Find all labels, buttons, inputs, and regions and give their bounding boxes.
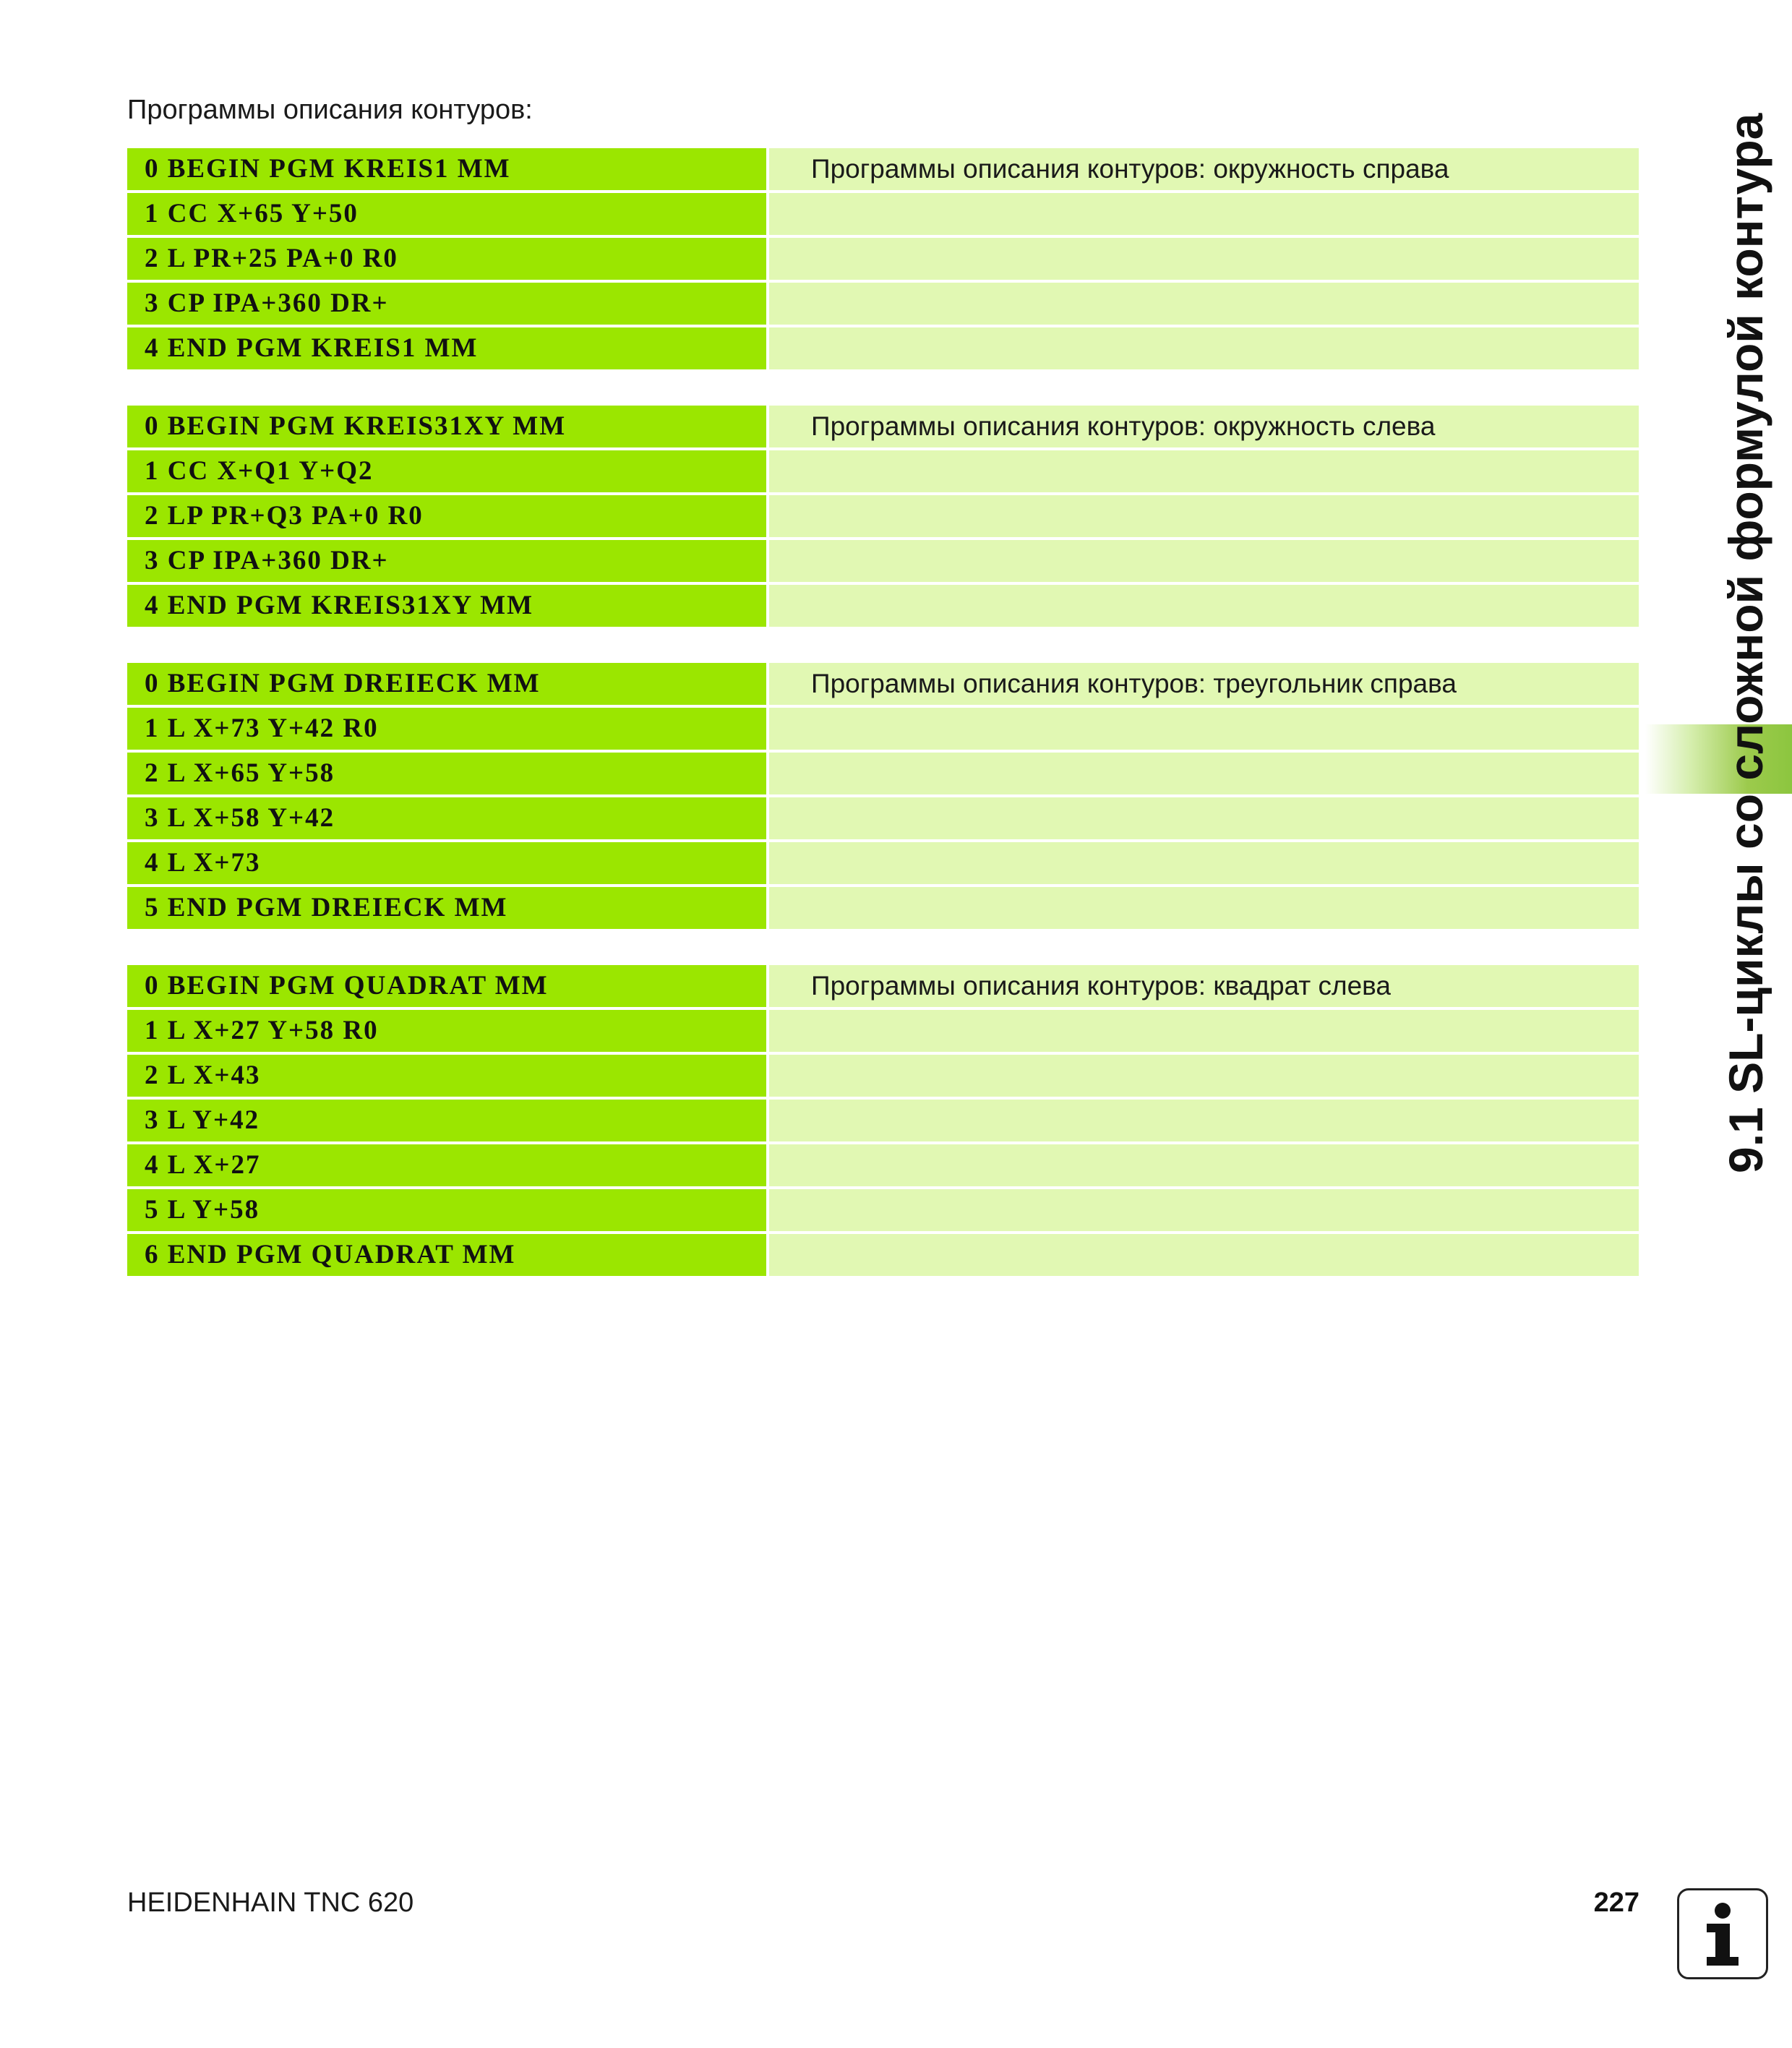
comment-cell: Программы описания контуров: квадрат слева [769, 965, 1639, 1007]
comment-cell [769, 540, 1639, 582]
comment-cell [769, 1189, 1639, 1231]
comment-cell [769, 708, 1639, 750]
table-row [127, 842, 1639, 884]
info-icon [1677, 1888, 1768, 1979]
table-row [127, 540, 1639, 582]
comment-cell: Программы описания контуров: окружность справа [769, 148, 1639, 190]
table-row [127, 663, 1639, 705]
page-number: 227 [1593, 1888, 1639, 1918]
code-line: 0 BEGIN PGM KREIS31XY MM [127, 406, 766, 447]
program-table [127, 148, 1639, 369]
code-line: 5 END PGM DREIECK MM [127, 887, 766, 929]
table-row [127, 193, 1639, 235]
comment-cell [769, 585, 1639, 627]
program-tables [127, 148, 1639, 1312]
table-row [127, 1055, 1639, 1097]
table-row [127, 585, 1639, 627]
table-row [127, 406, 1639, 447]
table-row [127, 1100, 1639, 1141]
code-line: 1 L X+27 Y+58 R0 [127, 1010, 766, 1052]
code-line: 2 LP PR+Q3 PA+0 R0 [127, 495, 766, 537]
program-table [127, 965, 1639, 1276]
comment-cell: Программы описания контуров: окружность слева [769, 406, 1639, 447]
table-row [127, 1010, 1639, 1052]
code-line: 6 END PGM QUADRAT MM [127, 1234, 766, 1276]
comment-cell: Программы описания контуров: треугольник справа [769, 663, 1639, 705]
table-row [127, 450, 1639, 492]
code-line: 2 L PR+25 PA+0 R0 [127, 238, 766, 280]
code-line: 1 CC X+65 Y+50 [127, 193, 766, 235]
code-line: 0 BEGIN PGM QUADRAT MM [127, 965, 766, 1007]
comment-cell [769, 842, 1639, 884]
code-line: 0 BEGIN PGM KREIS1 MM [127, 148, 766, 190]
comment-cell [769, 1144, 1639, 1186]
comment-cell [769, 193, 1639, 235]
comment-cell [769, 1234, 1639, 1276]
intro-text: Программы описания контуров: [127, 95, 533, 125]
chapter-title: 9.1 SL-циклы со сложной формулой контура [1719, 113, 1772, 1173]
code-line: 3 CP IPA+360 DR+ [127, 540, 766, 582]
code-line: 1 L X+73 Y+42 R0 [127, 708, 766, 750]
code-line: 4 L X+27 [127, 1144, 766, 1186]
table-row [127, 1144, 1639, 1186]
code-line: 2 L X+43 [127, 1055, 766, 1097]
table-row [127, 495, 1639, 537]
table-row [127, 327, 1639, 369]
comment-cell [769, 450, 1639, 492]
code-line: 3 L X+58 Y+42 [127, 797, 766, 839]
program-table [127, 406, 1639, 627]
comment-cell [769, 1055, 1639, 1097]
code-line: 5 L Y+58 [127, 1189, 766, 1231]
comment-cell [769, 887, 1639, 929]
info-icon-glyph [1679, 1890, 1766, 1977]
table-row [127, 1234, 1639, 1276]
comment-cell [769, 1010, 1639, 1052]
comment-cell [769, 495, 1639, 537]
table-row [127, 1189, 1639, 1231]
code-line: 1 CC X+Q1 Y+Q2 [127, 450, 766, 492]
table-row [127, 965, 1639, 1007]
comment-cell [769, 797, 1639, 839]
comment-cell [769, 283, 1639, 325]
table-row [127, 797, 1639, 839]
comment-cell [769, 753, 1639, 794]
code-line: 4 L X+73 [127, 842, 766, 884]
table-row [127, 708, 1639, 750]
code-line: 3 L Y+42 [127, 1100, 766, 1141]
comment-cell [769, 1100, 1639, 1141]
table-row [127, 238, 1639, 280]
table-row [127, 283, 1639, 325]
code-line: 4 END PGM KREIS31XY MM [127, 585, 766, 627]
table-row [127, 753, 1639, 794]
code-line: 4 END PGM KREIS1 MM [127, 327, 766, 369]
table-row [127, 887, 1639, 929]
comment-cell [769, 238, 1639, 280]
footer-product: HEIDENHAIN TNC 620 [127, 1888, 414, 1918]
table-row [127, 148, 1639, 190]
code-line: 0 BEGIN PGM DREIECK MM [127, 663, 766, 705]
code-line: 2 L X+65 Y+58 [127, 753, 766, 794]
comment-cell [769, 327, 1639, 369]
code-line: 3 CP IPA+360 DR+ [127, 283, 766, 325]
program-table [127, 663, 1639, 929]
